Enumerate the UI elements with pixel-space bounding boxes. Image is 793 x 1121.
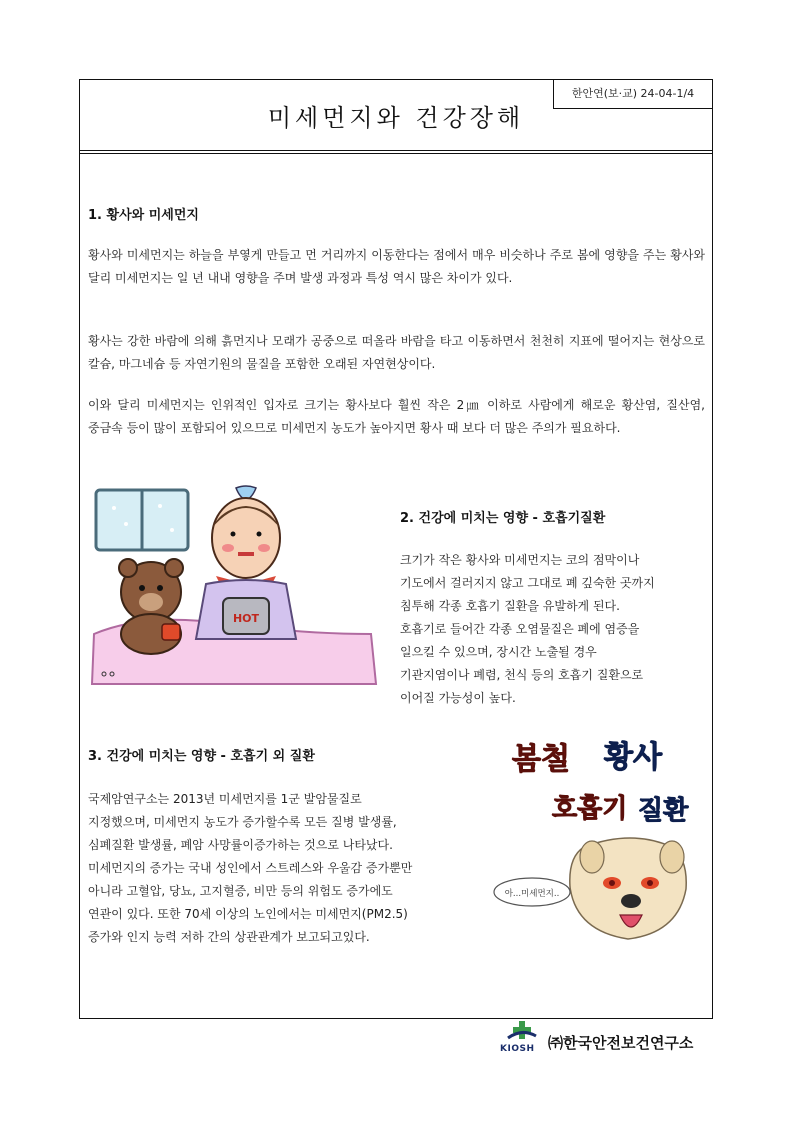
yellow-dust-poster-illustration [492,735,702,947]
section3-line: 지정했으며, 미세먼지 농도가 증가할수록 모든 질병 발생률, [88,815,397,829]
section3-line: 아니라 고혈압, 당뇨, 고지혈증, 비만 등의 위험도 증가에도 [88,884,393,898]
document-code: 한안연(보·교) 24-04-1/4 [553,79,713,109]
section2-line: 크기가 작은 황사와 미세먼지는 코의 점막이나 [400,553,640,567]
kiosh-logo-text: KIOSH [500,1044,535,1054]
section3-line: 국제암연구소는 2013년 미세먼지를 1군 발암물질로 [88,792,362,806]
cup-label: HOT [232,612,260,625]
page-title: 미세먼지와 건강장해 [267,104,525,132]
section3-line: 증가와 인지 능력 저하 간의 상관관계가 보고되고있다. [88,930,370,944]
section3-body [88,788,412,949]
section1-paragraph-1: 황사와 미세먼지는 하늘을 부옇게 만들고 먼 거리까지 이동한다는 점에서 매우 비슷하나 주로 봄에 영향을 주는 황사와 달리 미세먼지는 일 년 내내 영향을 주며 발생 과정과 특성 역시 많은 차이가 있다. [88,248,705,285]
section2-heading: 2. 건강에 미치는 영향 - 호흡기질환 [400,511,606,526]
poster-line1-b: 황사 [604,740,662,775]
section2-line: 호흡기로 들어간 각종 오염물질은 폐에 염증을 [400,622,640,636]
section1-heading: 1. 황사와 미세먼지 [88,208,199,223]
footer [500,1020,715,1056]
section3-heading: 3. 건강에 미치는 영향 - 호흡기 외 질환 [88,749,315,764]
poster-line2-a: 호흡기 [552,794,628,824]
poster-line2-b: 질환 [638,796,689,826]
header-divider [80,153,712,154]
document-header [80,80,712,151]
section2-line: 일으킬 수 있으며, 장시간 노출될 경우 [400,645,597,659]
section1-paragraph-2: 황사는 강한 바람에 의해 흙먼지나 모래가 공중으로 떠올라 바람을 타고 이동하면서 천천히 지표에 떨어지는 현상으로 칼슘, 마그네슘 등 자연기원의 물질을 포함한 오래된 자연현상이다. [88,334,705,371]
section3-line: 심폐질환 발생률, 폐암 사망률이증가하는 것으로 나타났다. [88,838,393,852]
poster-speech-bubble: 아...미세먼지.. [504,889,560,899]
section3-line: 연관이 있다. 또한 70세 이상의 노인에서는 미세먼지(PM2.5) [88,907,408,921]
section1-paragraph-3: 이와 달리 미세먼지는 인위적인 입자로 크기는 황사보다 훨씬 작은 2㎛ 이하로 사람에게 해로운 황산염, 질산염, 중금속 등이 많이 포함되어 있으므로 미세먼지 농도가 높아지면 황사 때 보다 더 많은 주의가 필요하다. [88,398,705,435]
section2-body [400,549,655,710]
poster-line1-a: 봄철 [512,742,570,777]
section3-line: 미세먼지의 증가는 국내 성인에서 스트레스와 우울감 증가뿐만 [88,861,413,875]
sick-person-illustration [86,484,378,689]
section2-line: 이어질 가능성이 높다. [400,691,516,705]
kiosh-logo-icon [506,1020,538,1044]
organization-name: ㈜한국안전보건연구소 [548,1034,694,1052]
section2-line: 기도에서 걸러지지 않고 그대로 폐 깊숙한 곳까지 [400,576,655,590]
section2-line: 침투해 각종 호흡기 질환을 유발하게 된다. [400,599,620,613]
section2-line: 기관지염이나 폐렴, 천식 등의 호흡기 질환으로 [400,668,644,682]
